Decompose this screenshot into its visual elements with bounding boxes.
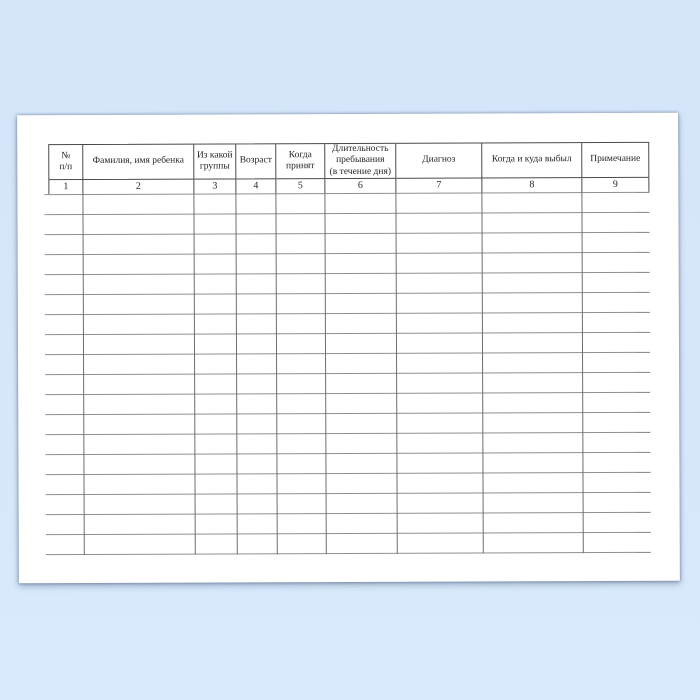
- column-number: 6: [325, 179, 396, 193]
- table-body: [44, 192, 650, 554]
- column-header-diagnosis: Диагноз: [396, 143, 482, 177]
- column-header-group: Из какой группы: [194, 144, 236, 178]
- table-row: [46, 493, 651, 515]
- column-header-age: Возраст: [236, 144, 276, 178]
- column-header-departed: Когда и куда выбыл: [482, 143, 582, 177]
- table-header-row: [48, 142, 649, 180]
- column-header-child-name: Фамилия, имя ребенка: [83, 145, 194, 179]
- column-header-number: № п/п: [49, 145, 83, 179]
- column-number: 5: [276, 179, 325, 193]
- table-row: [45, 433, 650, 455]
- table-row: [44, 193, 649, 215]
- table-row: [46, 513, 651, 535]
- table-row: [45, 313, 650, 335]
- column-number: 1: [49, 180, 83, 194]
- table-row: [45, 453, 650, 475]
- column-header-stay-duration: Длительность пребывания (в течение дня): [325, 144, 396, 178]
- column-header-admitted: Когда принят: [276, 144, 325, 178]
- table-row: [44, 213, 649, 235]
- table-row: [45, 373, 650, 395]
- column-number: 8: [482, 178, 582, 192]
- table-row: [45, 333, 650, 355]
- paper-sheet: [17, 113, 680, 584]
- column-number: 9: [612, 178, 618, 190]
- column-number: 3: [194, 179, 236, 193]
- register-table: [48, 142, 651, 554]
- table-row: [45, 253, 650, 275]
- table-row: [45, 273, 650, 295]
- column-number: 7: [396, 178, 482, 192]
- column-number: 4: [236, 179, 276, 193]
- column-number: 2: [83, 180, 194, 194]
- table-row: [46, 533, 651, 555]
- table-row: [45, 413, 650, 435]
- table-row: [45, 293, 650, 315]
- table-row: [45, 233, 650, 255]
- table-row: [45, 393, 650, 415]
- table-row: [45, 473, 650, 495]
- table-row: [45, 353, 650, 375]
- column-header-notes: Примечание: [590, 154, 641, 165]
